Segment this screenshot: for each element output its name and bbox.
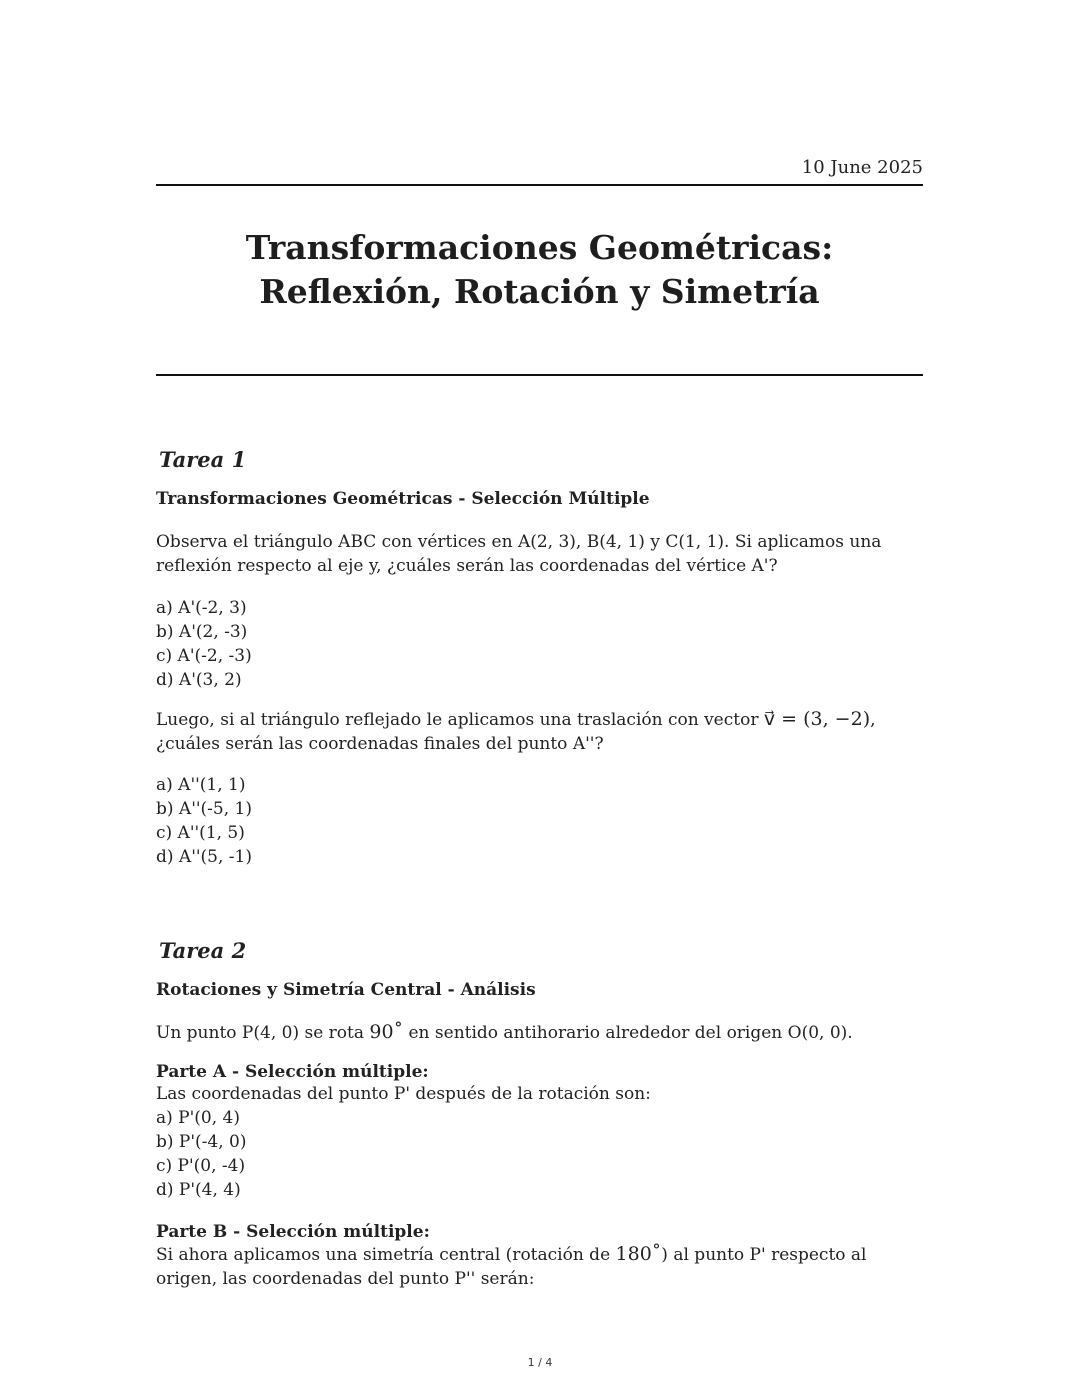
part-a [156, 1062, 923, 1202]
option-d: d) P'(4, 4) [156, 1180, 241, 1200]
option-c: c) A'(-2, -3) [156, 646, 252, 666]
option-d: d) A''(5, -1) [156, 847, 252, 867]
task-1-options-2 [156, 773, 923, 869]
document-title: Transformaciones Geométricas: Reflexión, Rotación y Simetría [245, 228, 834, 311]
task-2-label: Tarea 2 [159, 938, 247, 963]
part-b [156, 1222, 923, 1291]
task-1-label: Tarea 1 [159, 447, 247, 472]
task-2-heading: Rotaciones y Simetría Central - Análisis [156, 980, 536, 1000]
intro-text-end: en sentido antihorario alrededor del origen O(0, 0). [403, 1023, 853, 1043]
task-1-intro: Observa el triángulo ABC con vértices en A(2, 3), B(4, 1) y C(1, 1). Si aplicamos una reflexión respecto al eje y, ¿cuáles serán las coordenadas del vértice A'? [156, 532, 882, 576]
part-b-text-start: Si ahora aplicamos una simetría central (rotación de [156, 1245, 616, 1265]
task-1-options-1 [156, 596, 923, 692]
part-a-options [156, 1106, 923, 1202]
task-1-heading: Transformaciones Geométricas - Selección Múltiple [156, 489, 650, 509]
angle-180: 180˚ [615, 1243, 662, 1265]
option-b: b) P'(-4, 0) [156, 1132, 247, 1152]
question-2-text-start: Luego, si al triángulo reflejado le aplicamos una traslación con vector [156, 710, 764, 730]
option-b: b) A''(-5, 1) [156, 799, 252, 819]
option-c: c) P'(0, -4) [156, 1156, 246, 1176]
task-2 [156, 938, 923, 963]
part-a-question: Las coordenadas del punto P' después de la rotación son: [156, 1084, 651, 1104]
intro-text-start: Un punto P(4, 0) se rota [156, 1023, 370, 1043]
part-b-question [156, 1242, 923, 1291]
option-d: d) A'(3, 2) [156, 670, 242, 690]
task-1 [156, 447, 923, 472]
option-a: a) A'(-2, 3) [156, 598, 247, 618]
part-a-heading: Parte A - Selección múltiple: [156, 1062, 429, 1082]
header-date: 10 June 2025 [801, 157, 923, 178]
option-a: a) P'(0, 4) [156, 1108, 240, 1128]
title-rule [156, 374, 923, 376]
part-b-text-end: ) al punto P' respecto al origen, las coordenadas del punto P'' serán: [156, 1245, 867, 1289]
part-b-heading: Parte B - Selección múltiple: [156, 1222, 430, 1242]
option-a: a) A''(1, 1) [156, 775, 246, 795]
question-2-text-end: , ¿cuáles serán las coordenadas finales del punto A''? [156, 710, 876, 754]
option-b: b) A'(2, -3) [156, 622, 248, 642]
option-c: c) A''(1, 5) [156, 823, 245, 843]
vector-formula: v⃗ = (3, −2) [763, 708, 871, 730]
page-number: 1 / 4 [527, 1356, 553, 1369]
angle-90: 90˚ [369, 1021, 404, 1043]
task-1-question-2 [156, 707, 923, 756]
header-rule [156, 184, 923, 186]
task-2-intro [156, 1020, 923, 1045]
